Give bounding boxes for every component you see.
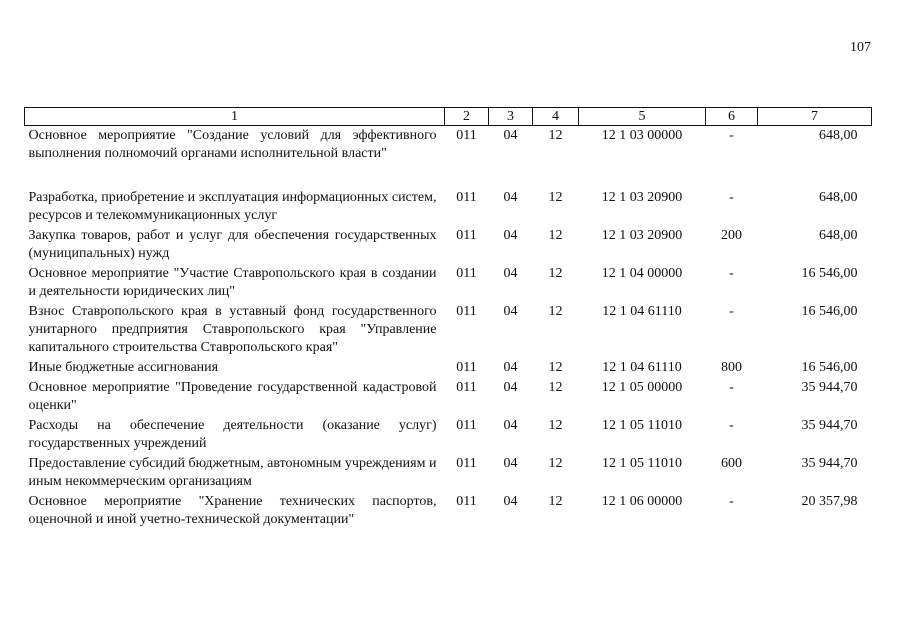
row-name: Иные бюджетные ассигнования <box>28 360 219 375</box>
row-code-target: 12 1 03 00000 <box>601 128 683 143</box>
row-name: Разработка, приобретение и эксплуатация информационных систем, ресурсов и телекоммуникационных услуг <box>28 190 437 223</box>
row-amount: 20 357,98 <box>801 494 858 509</box>
row-code-expense-type: 200 <box>721 228 742 243</box>
table-row <box>25 416 872 454</box>
table-row <box>25 126 872 185</box>
row-code-section: 04 <box>503 380 518 395</box>
table-row <box>25 184 872 226</box>
row-code-expense-type: - <box>729 190 734 205</box>
row-code-ministry: 011 <box>456 494 477 509</box>
table-row <box>25 378 872 416</box>
row-code-expense-type: - <box>729 304 734 319</box>
row-amount: 648,00 <box>819 190 858 205</box>
table-row <box>25 226 872 264</box>
row-code-section: 04 <box>503 418 518 433</box>
row-amount: 648,00 <box>819 128 858 143</box>
row-code-section: 04 <box>503 190 518 205</box>
row-code-ministry: 011 <box>456 266 477 281</box>
row-code-subsection: 12 <box>548 456 563 471</box>
row-code-target: 12 1 03 20900 <box>601 228 683 243</box>
row-code-section: 04 <box>503 266 518 281</box>
row-code-section: 04 <box>503 456 518 471</box>
row-amount: 35 944,70 <box>801 380 858 395</box>
row-name: Расходы на обеспечение деятельности (оказание услуг) государственных учреждений <box>28 418 437 451</box>
row-code-subsection: 12 <box>548 190 563 205</box>
column-header: 4 <box>533 108 579 126</box>
row-code-ministry: 011 <box>456 304 477 319</box>
row-code-subsection: 12 <box>548 494 563 509</box>
column-header: 1 <box>25 108 445 126</box>
row-code-target: 12 1 05 11010 <box>602 418 682 433</box>
page-number: 107 <box>850 40 871 55</box>
row-amount: 648,00 <box>819 228 858 243</box>
row-code-target: 12 1 05 11010 <box>602 456 682 471</box>
row-code-target: 12 1 03 20900 <box>601 190 683 205</box>
row-code-expense-type: - <box>729 418 734 433</box>
row-amount: 35 944,70 <box>801 418 858 433</box>
row-name: Закупка товаров, работ и услуг для обеспечения государственных (муниципальных) нужд <box>28 228 437 261</box>
column-header: 3 <box>489 108 533 126</box>
column-header: 6 <box>706 108 758 126</box>
row-code-subsection: 12 <box>548 360 563 375</box>
row-code-subsection: 12 <box>548 304 563 319</box>
row-code-ministry: 011 <box>456 360 477 375</box>
row-code-expense-type: - <box>729 266 734 281</box>
row-code-subsection: 12 <box>548 228 563 243</box>
column-header: 7 <box>758 108 872 126</box>
budget-table <box>24 107 872 530</box>
row-amount: 35 944,70 <box>801 456 858 471</box>
row-name: Основное мероприятие "Проведение государственной кадастровой оценки" <box>28 380 437 413</box>
row-name: Предоставление субсидий бюджетным, автономным учреждениям и иным некоммерческим организациям <box>28 456 437 489</box>
row-code-subsection: 12 <box>548 418 563 433</box>
row-code-ministry: 011 <box>456 380 477 395</box>
row-name: Основное мероприятие "Участие Ставропольского края в создании и деятельности юридических лиц" <box>28 266 437 299</box>
column-header: 2 <box>445 108 489 126</box>
column-header: 5 <box>579 108 706 126</box>
row-code-subsection: 12 <box>548 380 563 395</box>
row-code-target: 12 1 05 00000 <box>601 380 683 395</box>
row-code-target: 12 1 06 00000 <box>601 494 683 509</box>
row-code-section: 04 <box>503 494 518 509</box>
table-header-row <box>25 108 872 126</box>
row-code-target: 12 1 04 00000 <box>601 266 683 281</box>
table-row <box>25 264 872 302</box>
row-code-section: 04 <box>503 360 518 375</box>
row-name: Основное мероприятие "Создание условий для эффективного выполнения полномочий органами исполнительной власти" <box>28 128 437 161</box>
row-code-ministry: 011 <box>456 456 477 471</box>
table-row <box>25 492 872 530</box>
row-code-ministry: 011 <box>456 418 477 433</box>
row-amount: 16 546,00 <box>801 266 858 281</box>
row-code-expense-type: 600 <box>721 456 742 471</box>
row-code-section: 04 <box>503 304 518 319</box>
row-code-expense-type: 800 <box>721 360 742 375</box>
row-code-target: 12 1 04 61110 <box>602 304 682 319</box>
row-code-ministry: 011 <box>456 128 477 143</box>
row-code-target: 12 1 04 61110 <box>602 360 682 375</box>
row-code-section: 04 <box>503 228 518 243</box>
row-name: Основное мероприятие "Хранение технических паспортов, оценочной и иной учетно-технической документации" <box>28 494 437 527</box>
row-code-section: 04 <box>503 128 518 143</box>
row-code-subsection: 12 <box>548 266 563 281</box>
row-code-ministry: 011 <box>456 190 477 205</box>
row-amount: 16 546,00 <box>801 360 858 375</box>
row-code-expense-type: - <box>729 128 734 143</box>
row-amount: 16 546,00 <box>801 304 858 319</box>
row-code-subsection: 12 <box>548 128 563 143</box>
row-code-ministry: 011 <box>456 228 477 243</box>
table-row <box>25 358 872 378</box>
row-code-expense-type: - <box>729 494 734 509</box>
table-row <box>25 302 872 358</box>
row-code-expense-type: - <box>729 380 734 395</box>
table-row <box>25 454 872 492</box>
row-name: Взнос Ставропольского края в уставный фонд государственного унитарного предприятия Ставропольского края "Управление капитального строительства Ставропольского края" <box>28 304 437 355</box>
